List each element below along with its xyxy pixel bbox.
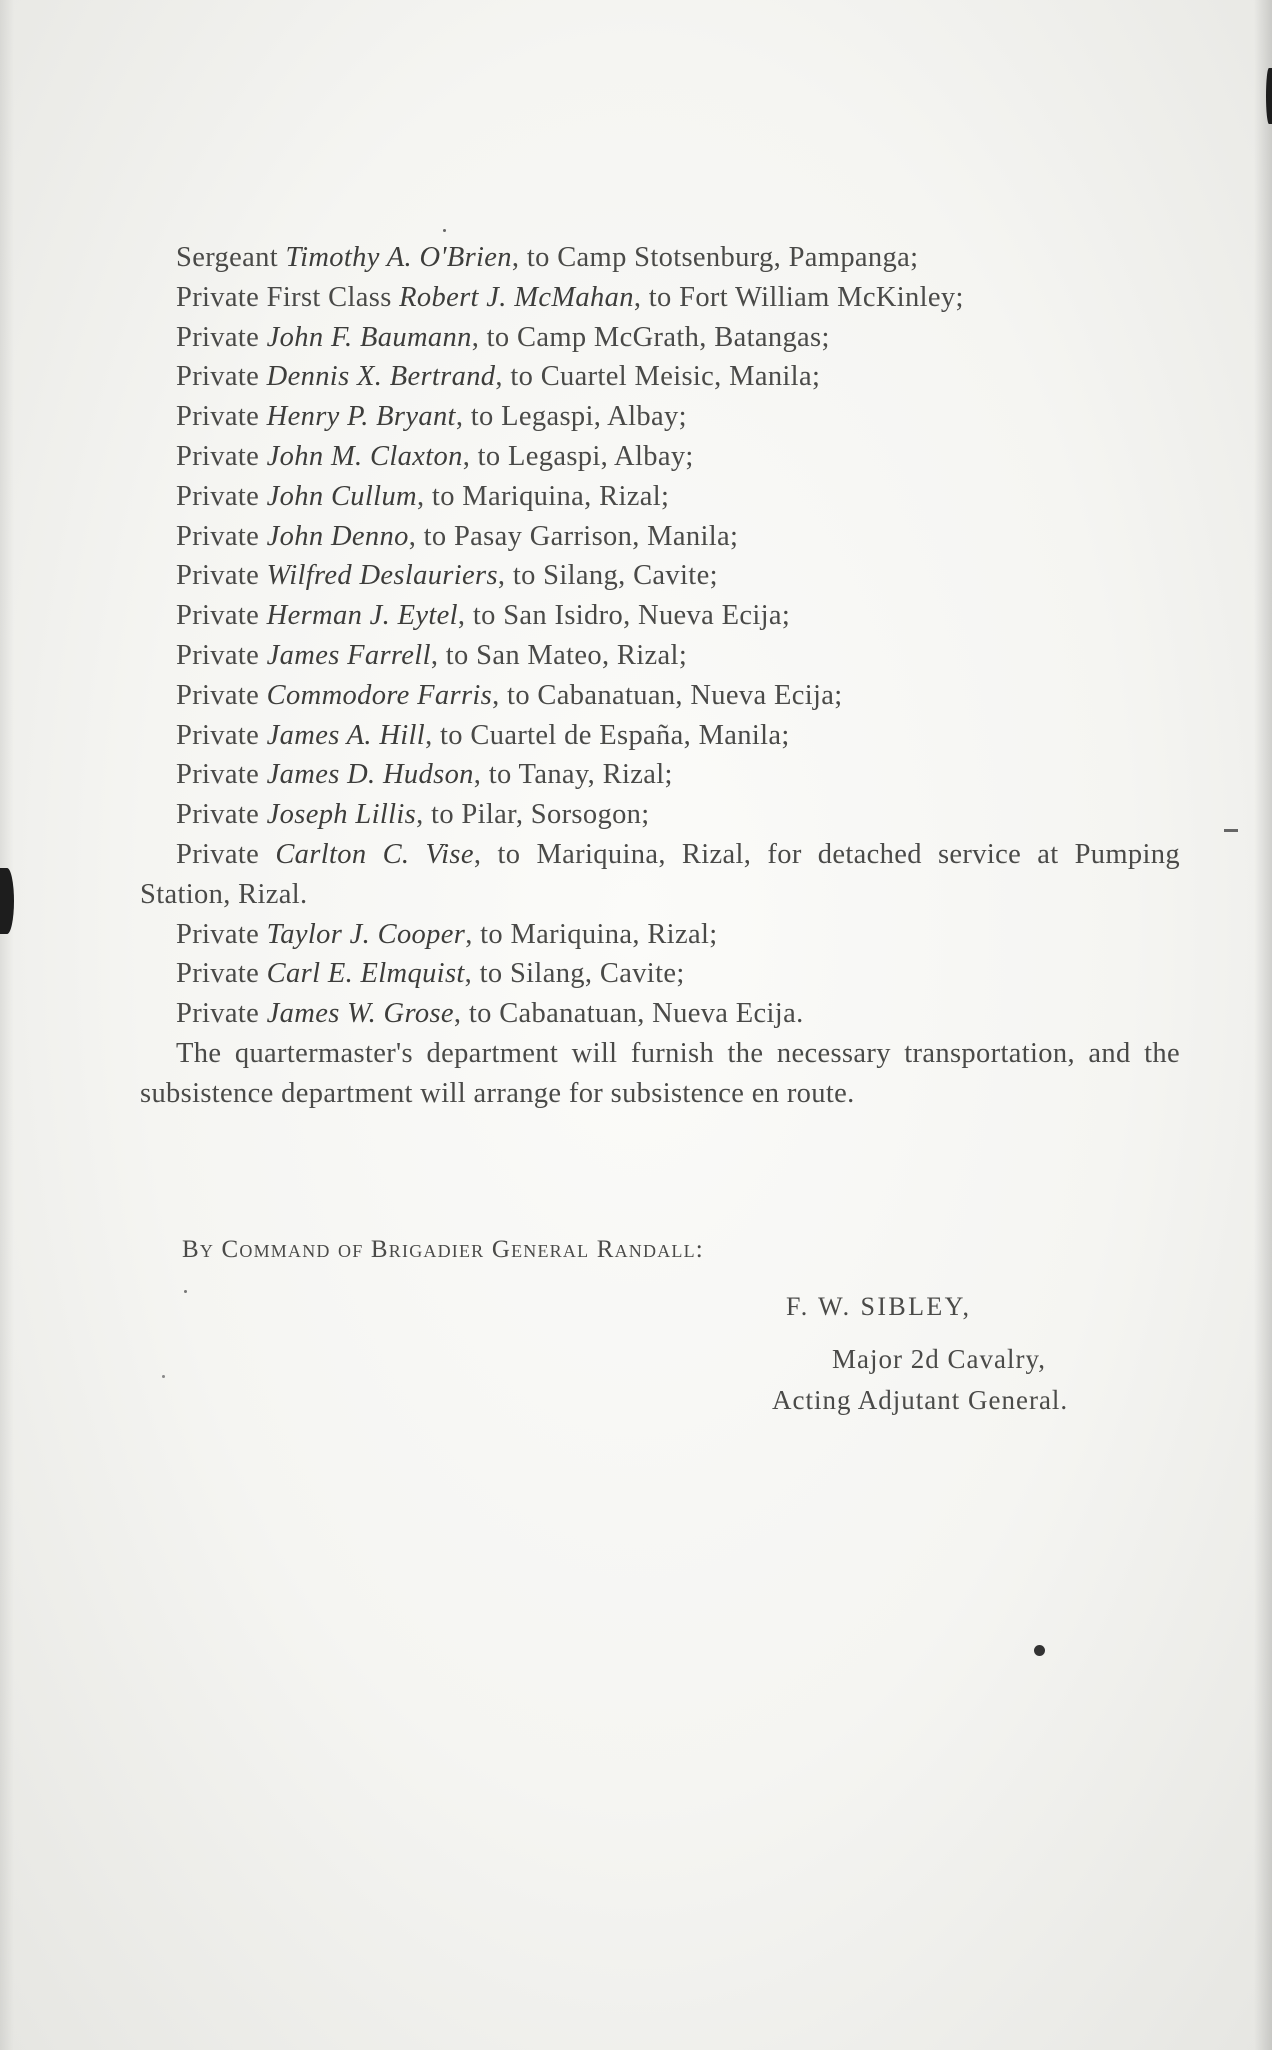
right-margin-dash	[1224, 829, 1238, 832]
order-entry: Private Carlton C. Vise, to Mariquina, Rizal, for detached service at Pumping Station, Rizal.	[140, 838, 1180, 910]
stray-dot	[1034, 1645, 1045, 1656]
order-entry: Private John M. Claxton, to Legaspi, Albay;	[176, 440, 694, 472]
order-entry: Private James Farrell, to San Mateo, Rizal;	[176, 639, 688, 671]
order-entry: Private James D. Hudson, to Tanay, Rizal;	[176, 759, 673, 791]
signature-title: Acting Adjutant General.	[772, 1385, 1069, 1415]
order-entry: Private First Class Robert J. McMahan, to Fort William McKinley;	[176, 281, 964, 313]
order-entry: Private John F. Baumann, to Camp McGrath, Batangas;	[176, 321, 830, 353]
stray-speck-3	[443, 229, 446, 232]
left-margin-blot	[0, 868, 14, 934]
order-entry: Private John Cullum, to Mariquina, Rizal;	[176, 480, 670, 512]
order-entry: Private Joseph Lillis, to Pilar, Sorsogon;	[176, 799, 650, 831]
command-line: By Command of Brigadier General Randall:	[182, 1236, 704, 1263]
order-entry: Private Taylor J. Cooper, to Mariquina, Rizal;	[176, 918, 718, 950]
page-right-shadow	[1254, 0, 1272, 2050]
stray-speck	[184, 1290, 187, 1293]
signature-rank: Major 2d Cavalry,	[832, 1344, 1046, 1374]
stray-speck-2	[162, 1375, 165, 1378]
signature-name: F. W. SIBLEY,	[786, 1292, 972, 1321]
order-entry: Private Wilfred Deslauriers, to Silang, Cavite;	[176, 560, 718, 592]
page-left-shadow	[0, 0, 14, 2050]
closing-paragraph: The quartermaster's department will furnish the necessary transportation, and the subsistence department will arrange for subsistence en route.	[140, 1037, 1180, 1109]
order-entry: Private Commodore Farris, to Cabanatuan, Nueva Ecija;	[176, 679, 843, 711]
order-entry: Sergeant Timothy A. O'Brien, to Camp Stotsenburg, Pampanga;	[176, 242, 919, 273]
order-entry: Private James A. Hill, to Cuartel de España, Manila;	[176, 719, 790, 751]
order-entry: Private Herman J. Eytel, to San Isidro, Nueva Ecija;	[176, 600, 791, 632]
order-entry: Private Henry P. Bryant, to Legaspi, Albay;	[176, 401, 687, 433]
orders-list	[140, 238, 1180, 1114]
order-entry: Private James W. Grose, to Cabanatuan, Nueva Ecija.	[176, 998, 804, 1030]
order-entry: Private John Denno, to Pasay Garrison, Manila;	[176, 520, 739, 552]
right-edge-blot	[1266, 68, 1272, 124]
order-entry: Private Dennis X. Bertrand, to Cuartel Meisic, Manila;	[176, 361, 821, 393]
order-entry: Private Carl E. Elmquist, to Silang, Cavite;	[176, 958, 685, 990]
